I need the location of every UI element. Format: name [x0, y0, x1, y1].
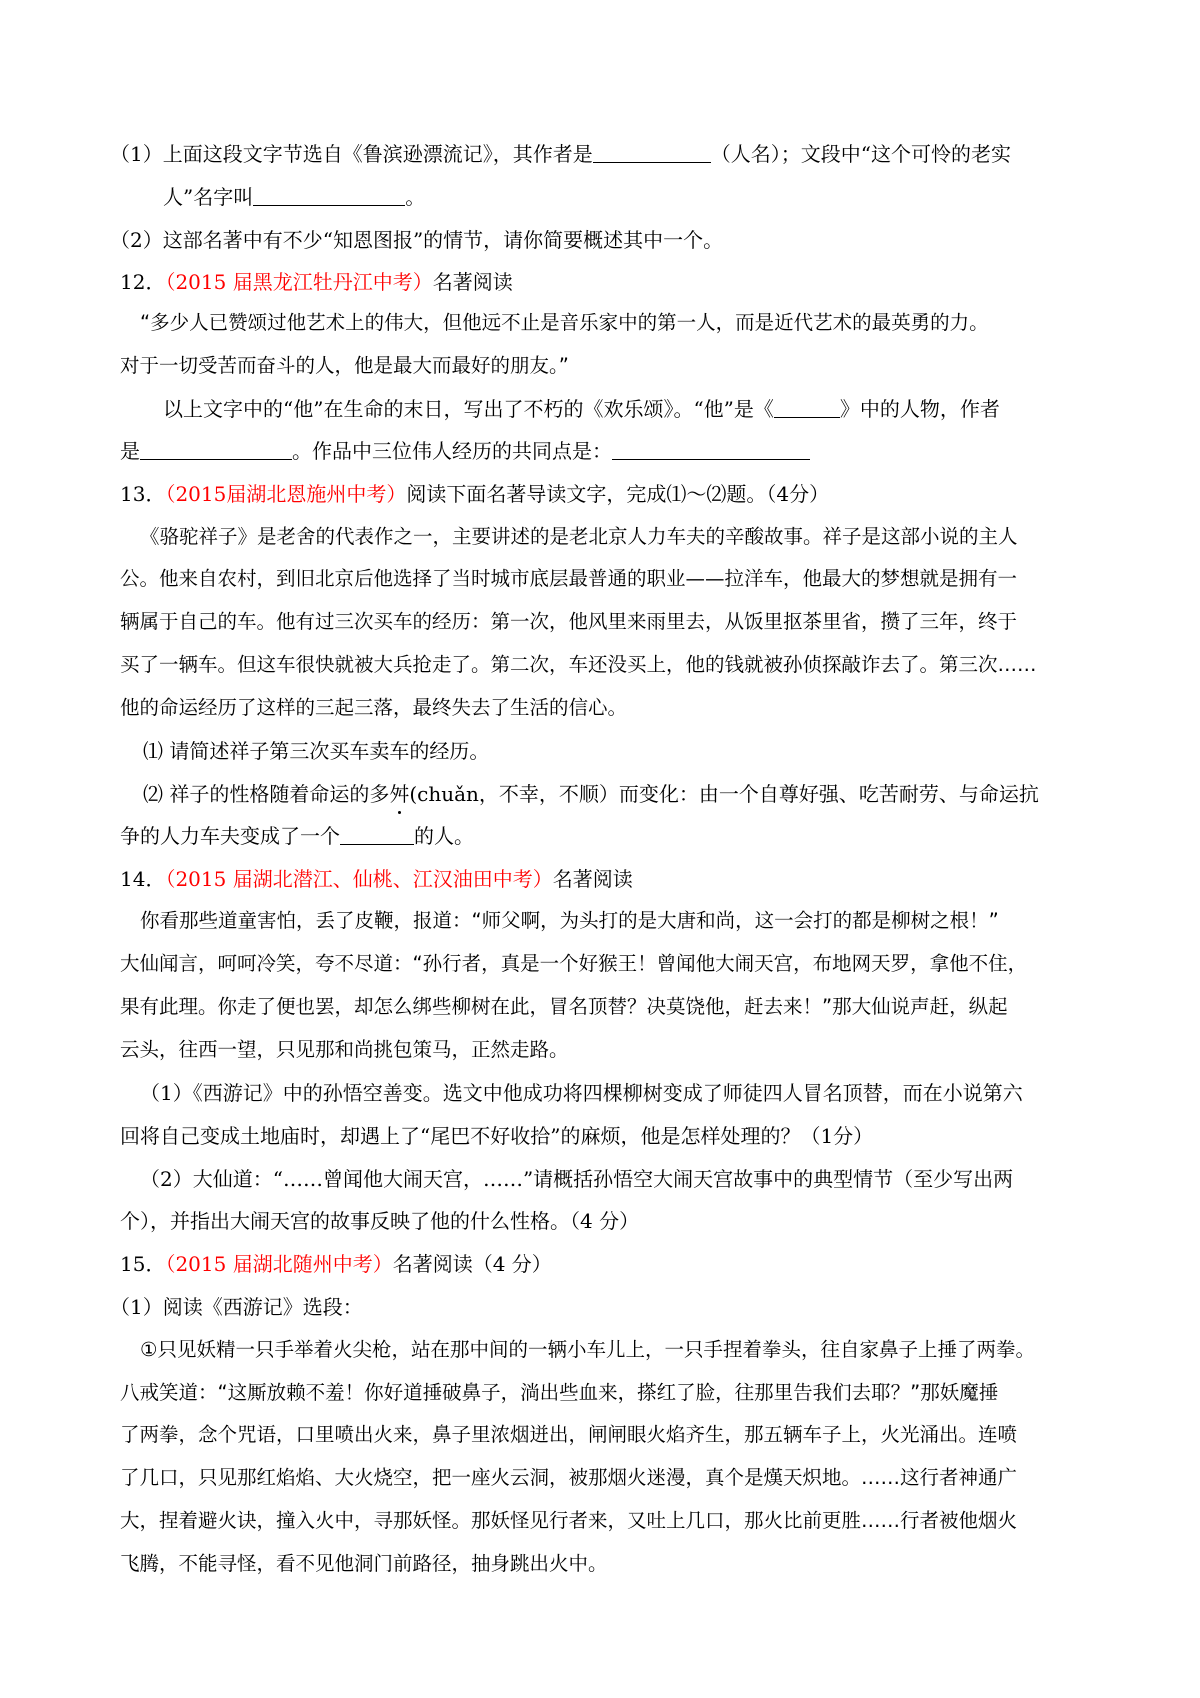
q12-title: 名著阅读 — [432, 270, 513, 294]
q14-sub2-text: （2）大仙道：“……曾闻他大闹天宫，……”请概括孙悟空大闹天宫故事中的典型情节（至少写出两 — [140, 1167, 1014, 1191]
q15-passage-text: 了两拳，念个咒语，口里喷出火来，鼻子里浓烟迸出，闸闸眼火焰齐生，那五辆车子上，火光涌出。连喷 — [120, 1423, 1018, 1446]
q15-number: 15． — [120, 1252, 166, 1276]
q14-sub1-line1 — [140, 1079, 1023, 1107]
q13-sub1-text: ⑴ 请简述祥子第三次买车卖车的经历。 — [143, 739, 490, 763]
q11-sub1-line1 — [110, 140, 1011, 168]
q11-sub1-text-2: （人名）；文段中“这个可怜的老实 — [710, 142, 1011, 166]
q13-passage-line3 — [120, 608, 1017, 636]
q12-question-line2 — [120, 437, 810, 465]
q14-passage-line4 — [120, 1036, 569, 1064]
q13-passage-text: 买了一辆车。但这车很快就被大兵抢走了。第二次，车还没买上，他的钱就被孙侦探敲诈去了。第三次…… — [120, 653, 1037, 676]
q12-question-text-4: 。作品中三位伟人经历的共同点是： — [292, 439, 612, 463]
q12-quote-line1 — [140, 309, 989, 337]
q14-passage-line2 — [120, 950, 1027, 978]
q14-passage-text: 果有此理。你走了便也罢，却怎么绑些柳树在此，冒名顶替？决莫饶他，赶去来！”那大仙说声赶，纵起 — [120, 995, 1008, 1018]
q12-number: 12． — [120, 270, 166, 294]
q12-question-text: 以上文字中的“他”在生命的末日，写出了不朽的《欢乐颂》。“他”是《 — [163, 397, 774, 421]
q14-sub1-line2 — [120, 1122, 873, 1150]
q14-passage-text: 你看那些道童害怕，丢了皮鞭，报道：“师父啊，为头打的是大唐和尚，这一会打的都是柳树之根！” — [140, 909, 999, 932]
q15-source: （2015 届湖北随州中考） — [165, 1252, 393, 1276]
q11-sub2-line — [110, 226, 723, 254]
q12-question-text-2: 》中的人物，作者 — [839, 397, 1000, 421]
q14-sub1-text-2: 回将自己变成土地庙时，却遇上了“尾巴不好收拾”的麻烦，他是怎样处理的？（1分） — [120, 1124, 874, 1148]
q15-sub1-text: （1）阅读《西游记》选段： — [110, 1295, 363, 1319]
q14-heading — [120, 865, 633, 893]
q11-sub1-period: 。 — [405, 185, 426, 209]
q12-source: （2015 届黑龙江牡丹江中考） — [165, 270, 433, 294]
q14-passage-line3 — [120, 993, 1008, 1021]
q12-quote-text-2: 对于一切受苦而奋斗的人，他是最大而最好的朋友。” — [120, 354, 569, 377]
q13-passage-text: 《骆驼祥子》是老舍的代表作之一，主要讲述的是老北京人力车夫的辛酸故事。祥子是这部小说的主人 — [140, 525, 1018, 548]
q11-sub1-line2 — [163, 183, 425, 211]
q15-passage-text: ①只见妖精一只手举着火尖枪，站在那中间的一辆小车儿上，一只手捏着拳头，往自家鼻子上捶了两拳。 — [140, 1338, 1035, 1361]
q15-passage-line5 — [120, 1507, 1017, 1535]
q13-heading — [120, 480, 829, 508]
emphasis-dot-char: 舛 — [389, 782, 410, 806]
q13-title: 阅读下面名著导读文字，完成⑴～⑵题。（4分） — [406, 482, 830, 506]
q14-number: 14． — [120, 867, 166, 891]
q15-passage-line1 — [140, 1336, 1035, 1364]
q13-sub2-text-4: 的人。 — [414, 824, 474, 848]
q14-passage-line1 — [140, 907, 999, 935]
q15-passage-text: 飞腾，不能寻怪，看不见他洞门前路径，抽身跳出火中。 — [120, 1552, 608, 1575]
q13-passage-text: 辆属于自己的车。他有过三次买车的经历：第一次，他风里来雨里去，从饭里抠茶里省，攒了三年，终于 — [120, 610, 1018, 633]
q11-sub2-text: （2）这部名著中有不少“知恩图报”的情节，请你简要概述其中一个。 — [110, 228, 724, 252]
q15-title: 名著阅读（4 分） — [392, 1252, 552, 1276]
q12-author-blank — [140, 439, 292, 460]
q11-sub1-text: （1）上面这段文字节选自《鲁滨逊漂流记》，其作者是 — [110, 142, 593, 166]
q15-passage-line2 — [120, 1379, 998, 1407]
q13-sub2-text: ⑵ 祥子的性格随着命运的多 — [143, 782, 390, 806]
q15-heading — [120, 1250, 552, 1278]
q14-sub2-line2 — [120, 1207, 639, 1235]
q14-passage-text: 云头，往西一望，只见那和尚挑包策马，正然走路。 — [120, 1038, 569, 1061]
q15-passage-line3 — [120, 1421, 1017, 1449]
personality-blank — [340, 824, 414, 845]
q12-question-text-3: 是 — [120, 439, 140, 463]
author-answer-blank — [593, 142, 711, 163]
common-point-blank — [612, 439, 810, 460]
book-title-blank — [774, 397, 840, 418]
q14-title: 名著阅读 — [552, 867, 633, 891]
q14-passage-text: 大仙闻言，呵呵冷笑，夸不尽道：“孙行者，真是一个好猴王！曾闻他大闹天宫，布地网天罗，拿他不住， — [120, 952, 1028, 975]
q13-sub1-line — [143, 737, 489, 765]
q15-passage-line4 — [120, 1464, 1017, 1492]
q11-sub1-text-3: 人”名字叫 — [163, 185, 254, 209]
q14-source: （2015 届湖北潜江、仙桃、江汉油田中考） — [165, 867, 553, 891]
q12-question-line1 — [163, 395, 1000, 423]
q15-passage-line6 — [120, 1550, 608, 1578]
q13-sub2-line2 — [120, 822, 474, 850]
name-answer-blank — [253, 185, 405, 206]
q15-passage-text: 八戒笑道：“这厮放赖不羞！你好道捶破鼻子，淌出些血来，搽红了脸，往那里告我们去耶？”那妖魔捶 — [120, 1381, 999, 1404]
q13-passage-line1 — [140, 523, 1018, 551]
q13-passage-line4 — [120, 651, 1037, 679]
q13-passage-line2 — [120, 565, 1017, 593]
q12-quote-line2 — [120, 352, 569, 380]
q13-sub2-text-2: (chuǎn，不幸，不顺）而变化：由一个自尊好强、吃苦耐劳、与命运抗 — [409, 782, 1039, 806]
q13-passage-text: 公。他来自农村，到旧北京后他选择了当时城市底层最普通的职业——拉洋车，他最大的梦想就是拥有一 — [120, 567, 1018, 590]
q12-quote-text: “多少人已赞颂过他艺术上的伟大，但他远不止是音乐家中的第一人，而是近代艺术的最英勇的力。 — [140, 311, 989, 334]
q13-sub2-line1 — [143, 780, 1039, 808]
q13-sub2-text-3: 争的人力车夫变成了一个 — [120, 824, 340, 848]
q13-passage-text: 他的命运经历了这样的三起三落，最终失去了生活的信心。 — [120, 696, 628, 719]
q13-passage-line5 — [120, 694, 627, 722]
q15-sub1-line — [110, 1293, 363, 1321]
q13-number: 13． — [120, 482, 166, 506]
q12-heading — [120, 268, 513, 296]
q14-sub2-text-2: 个），并指出大闹天宫的故事反映了他的什么性格。（4 分） — [120, 1209, 640, 1233]
q13-source: （2015届湖北恩施州中考） — [165, 482, 407, 506]
q15-passage-text: 大，捏着避火诀，撞入火中，寻那妖怪。那妖怪见行者来，又吐上几口，那火比前更胜……行者被他烟火 — [120, 1509, 1018, 1532]
q14-sub1-text: （1）《西游记》中的孙悟空善变。选文中他成功将四棵柳树变成了师徒四人冒名顶替，而在小说第六 — [140, 1081, 1023, 1105]
q14-sub2-line1 — [140, 1165, 1013, 1193]
q15-passage-text: 了几口，只见那红焰焰、大火烧空，把一座火云洞，被那烟火迷漫，真个是熯天炽地。……这行者神通广 — [120, 1466, 1018, 1489]
